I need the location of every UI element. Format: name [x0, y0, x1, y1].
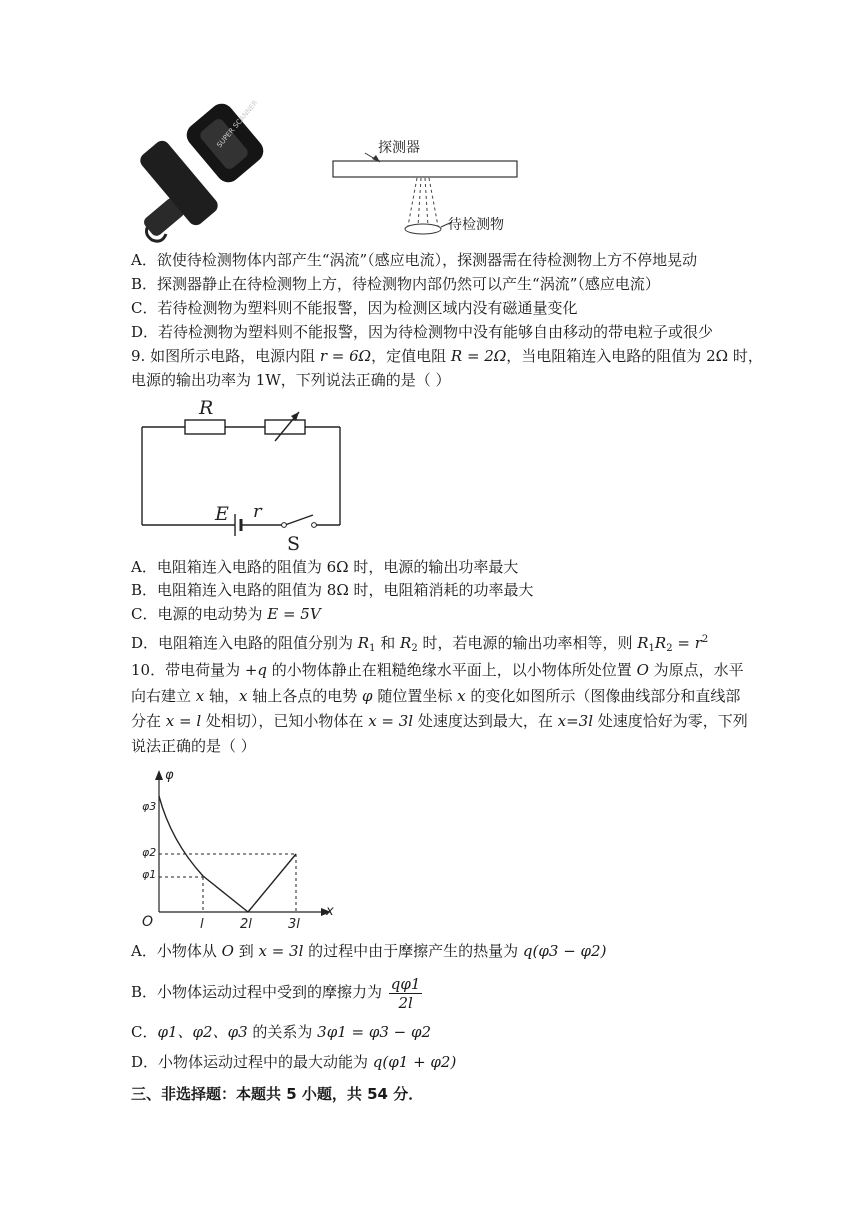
label-S: S — [287, 533, 301, 555]
object-label: 待检测物 — [448, 217, 504, 233]
label-R: R — [199, 397, 214, 419]
potential-graph — [135, 766, 340, 936]
q10-stem-line4: 说法正确的是（ ） — [131, 737, 256, 755]
scanner-text: SUPER SCANNER — [215, 98, 260, 150]
tick-2l: 2l — [240, 917, 252, 932]
test-object — [405, 224, 441, 234]
circuit-diagram — [135, 396, 350, 556]
q9-option-a: A．电阻箱连入电路的阻值为 6Ω 时，电源的输出功率最大 — [131, 558, 519, 576]
q9-stem-line1: 9. 如图所示电路，电源内阻 r = 6Ω，定值电阻 R = 2Ω，当电阻箱连入电路的阻值为 2Ω 时， — [131, 347, 763, 365]
detector-label: 探测器 — [378, 140, 420, 156]
field-lines — [408, 178, 438, 226]
q9-stem-line2: 电源的输出功率为 1W，下列说法正确的是（ ） — [131, 371, 451, 389]
origin-label: O — [142, 914, 154, 930]
q9-option-b: B．电阻箱连入电路的阻值为 8Ω 时，电阻箱消耗的功率最大 — [131, 581, 534, 599]
resistance-box — [265, 420, 305, 434]
figure-metal-detector — [140, 98, 520, 246]
section-heading: 三、非选择题：本题共 5 小题，共 54 分． — [131, 1085, 424, 1103]
phi3-label: φ3 — [142, 800, 157, 813]
phi-axis-label: φ — [165, 768, 174, 783]
fixed-resistor — [185, 420, 225, 434]
q10-option-b: B．小物体运动过程中受到的摩擦力为 $\frac{q\varphi 1}{2l}$ — [131, 974, 421, 1012]
q8-option-d: D．若待检测物为塑料则不能报警，因为待检测物中没有能够自由移动的带电粒子或很少 — [131, 323, 714, 341]
q8-option-b: B．探测器静止在待检测物上方，待检测物内部仍然可以产生“涡流”（感应电流） — [131, 275, 660, 293]
q10-option-d: D．小物体运动过程中的最大动能为 q(φ1 + φ2) — [131, 1053, 457, 1071]
tick-l: l — [200, 917, 204, 932]
phi2-label: φ2 — [142, 846, 157, 859]
q10-option-c: C．φ1、φ2、φ3 的关系为 3φ1 = φ3 − φ2 — [131, 1023, 432, 1041]
q10-option-a: A．小物体从 O 到 x = 3l 的过程中由于摩擦产生的热量为 q(φ3 − φ2) — [131, 942, 607, 960]
q10-stem-line2: 向右建立 x 轴，x 轴上各点的电势 φ 随位置坐标 x 的变化如图所示（图像曲线部分和直线部 — [131, 687, 741, 705]
detector-plate — [333, 161, 517, 177]
q9-option-d: D．电阻箱连入电路的阻值分别为 $R_1$ 和 $R_2$ 时，若电源的输出功率相等，则 $R_1R_2 = r^2$ — [131, 634, 709, 654]
label-E: E — [215, 503, 229, 525]
phi1-label: φ1 — [142, 868, 157, 881]
x-axis-label: x — [326, 904, 334, 919]
q10-stem-line1: 10．带电荷量为 +q 的小物体静止在粗糙绝缘水平面上，以小物体所处位置 O 为原点，水平 — [131, 661, 744, 679]
friction-fraction: $\frac{q\varphi 1}{2l}$ — [390, 974, 421, 1012]
tick-3l: 3l — [288, 917, 300, 932]
q8-option-c: C．若待检测物为塑料则不能报警，因为检测区域内没有磁通量变化 — [131, 299, 578, 317]
q10-stem-line3: 分在 x = l 处相切），已知小物体在 x = 3l 处速度达到最大，在 x=3l 处速度恰好为零，下列 — [131, 712, 748, 730]
label-r: r — [253, 501, 262, 522]
scanner-illustration — [140, 99, 268, 241]
q9-option-c: C．电源的电动势为 E = 5V — [131, 605, 321, 623]
q8-option-a: A．欲使待检测物体内部产生“涡流”（感应电流），探测器需在待检测物上方不停地晃动 — [131, 251, 698, 269]
